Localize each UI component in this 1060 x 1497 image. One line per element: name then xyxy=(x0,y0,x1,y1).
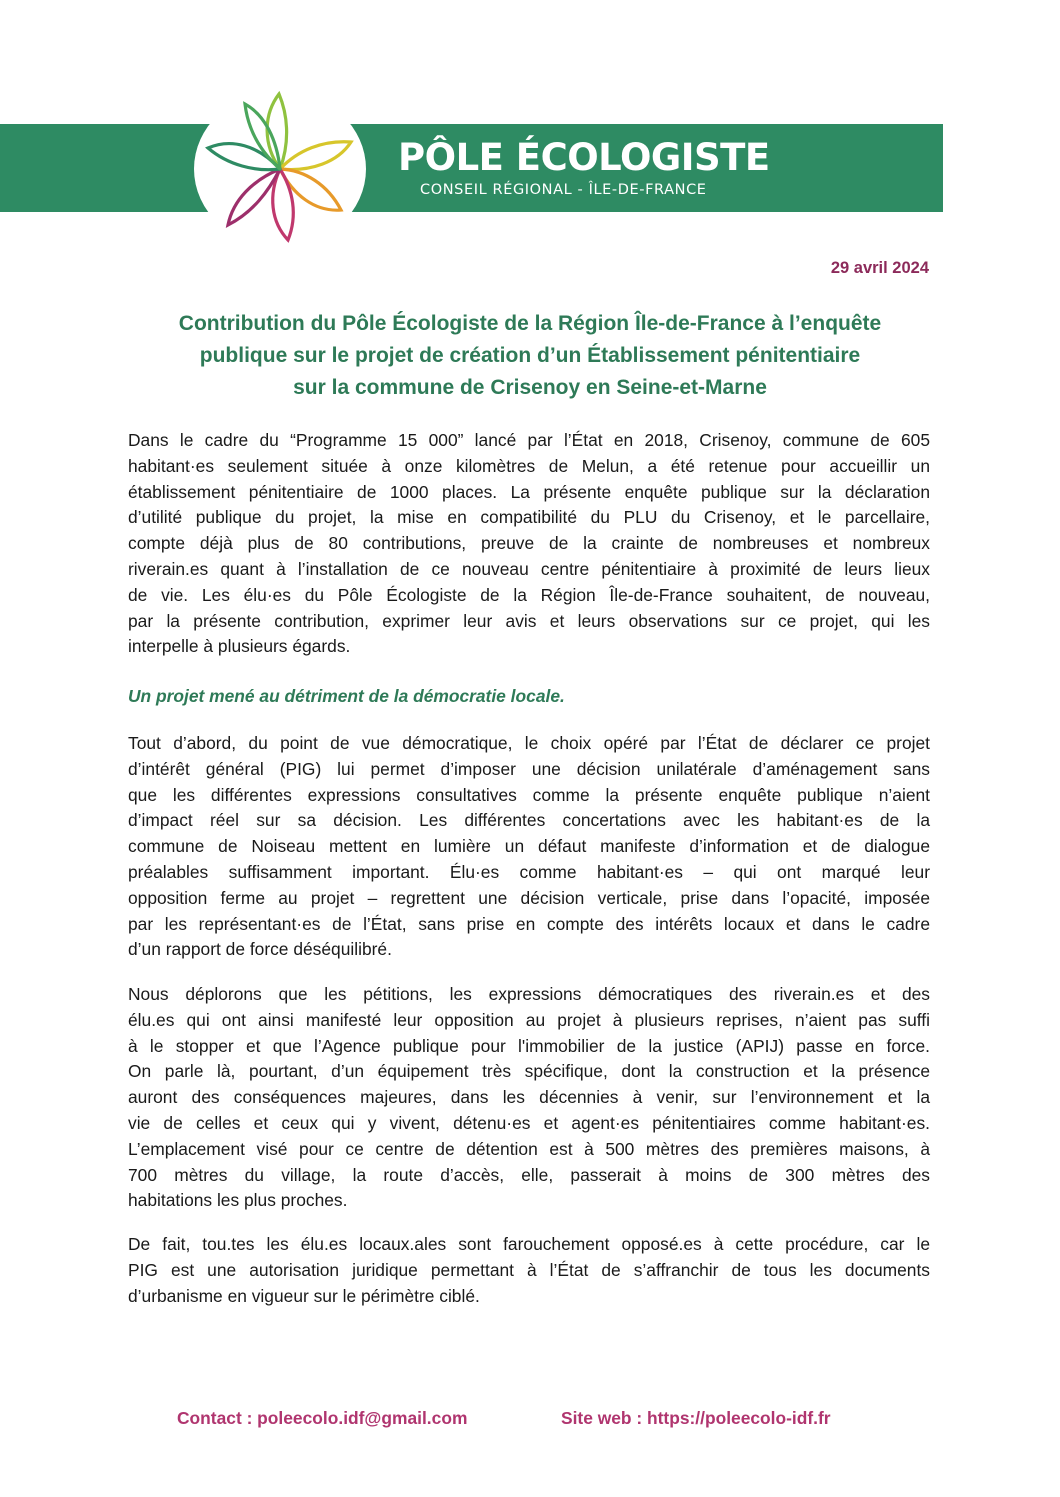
text-line: habitant·es seulement située à onze kilomètres de Melun, a été retenue pour accueillir un xyxy=(128,455,930,476)
text-line: habitations les plus proches. xyxy=(128,1190,348,1211)
paragraph-pig xyxy=(128,1232,930,1309)
document-date: 29 avril 2024 xyxy=(830,259,929,277)
org-name: PÔLE ÉCOLOGISTE xyxy=(398,136,770,179)
text-line: vie de celles et ceux qui y vivent, détenu·es et agent·es pénitentiaires comme habitant·es. xyxy=(128,1112,930,1133)
text-line: Tout d’abord, du point de vue démocratique, le choix opéré par l’État de déclarer ce projet xyxy=(128,733,930,753)
text-line: préalables suffisamment important. Élu·es comme habitant·es – qui ont marqué leur xyxy=(128,861,930,882)
text-line: De fait, tou.tes les élu.es locaux.ales sont farouchement opposé.es à cette procédure, car le xyxy=(128,1234,930,1254)
text-line: d’utilité publique du projet, la mise en compatibilité du PLU du Crisenoy, et le parcellaire, xyxy=(128,507,930,528)
section-heading: Un projet mené au détriment de la démocratie locale. xyxy=(128,686,565,706)
text-line: par les représentant·es de l’État, sans prise en compte des intérêts locaux et dans le cadre xyxy=(128,913,930,934)
text-line: opposition ferme au projet – regrettent une décision verticale, prise dans l’opacité, imposée xyxy=(128,887,930,908)
title-line: Contribution du Pôle Écologiste de la Région Île-de-France à l’enquête xyxy=(178,312,882,335)
text-line: Dans le cadre du “Programme 15 000” lancé par l’État en 2018, Crisenoy, commune de 605 xyxy=(128,430,930,450)
text-line: élu.es qui ont ainsi manifesté leur opposition au projet à plusieurs reprises, n’aient pas suffi xyxy=(128,1009,930,1030)
text-line: PIG est une autorisation juridique permettant à l’État de s’affranchir de tous les documents xyxy=(128,1259,930,1280)
flower-logo-icon xyxy=(193,90,367,248)
title-line: sur la commune de Crisenoy en Seine-et-Marne xyxy=(293,376,767,399)
title-line: publique sur le projet de création d’un Établissement pénitentiaire xyxy=(199,344,861,367)
text-line: de vie. Les élu·es du Pôle Écologiste de la Région Île-de-France souhaitent, de nouveau, xyxy=(128,584,930,605)
text-line: que les différentes expressions consultatives comme la présente enquête publique n’aient xyxy=(128,784,930,805)
intro-paragraph xyxy=(128,428,930,660)
text-line: par la présente contribution, exprimer leur avis et leurs observations sur ce projet, qui les xyxy=(128,610,930,631)
footer-contact-link[interactable]: Contact : poleecolo.idf@gmail.com xyxy=(177,1408,468,1428)
text-line: commune de Noiseau mettent en lumière un défaut manifeste d’information et de dialogue xyxy=(128,836,930,857)
text-line: d’intérêt général (PIG) lui permet d’imposer une décision unilatérale d’aménagement sans xyxy=(128,758,930,779)
text-line: interpelle à plusieurs égards. xyxy=(128,636,351,657)
paragraph-petitions xyxy=(128,982,930,1214)
text-line: L’emplacement visé pour ce centre de détention est à 500 mètres des premières maisons, à xyxy=(128,1138,930,1159)
paragraph-democracy xyxy=(128,731,930,963)
text-line: d’urbanisme en vigueur sur le périmètre ciblé. xyxy=(128,1285,480,1306)
footer-website-link[interactable]: Site web : https://poleecolo-idf.fr xyxy=(561,1408,831,1428)
text-line: auront des conséquences majeures, dans les décennies à venir, sur l’environnement et la xyxy=(128,1087,930,1108)
text-line: à le stopper et que l’Agence publique pour l'immobilier de la justice (APIJ) passe en force. xyxy=(128,1035,930,1056)
text-line: compte déjà plus de 80 contributions, preuve de la crainte de nombreuses et nombreux xyxy=(128,533,930,554)
document-title xyxy=(100,308,960,404)
org-subtitle: CONSEIL RÉGIONAL - ÎLE-DE-FRANCE xyxy=(420,182,707,198)
text-line: d’impact réel sur sa décision. Les différentes concertations avec les habitant·es de la xyxy=(128,810,930,831)
text-line: riverain.es quant à l’installation de ce nouveau centre pénitentiaire à proximité de leurs lieux xyxy=(128,558,930,579)
text-line: d’un rapport de force déséquilibré. xyxy=(128,939,392,960)
text-line: établissement pénitentiaire de 1000 places. La présente enquête publique sur la déclaration xyxy=(128,481,930,502)
text-line: 700 mètres du village, la route d’accès, elle, passerait à moins de 300 mètres des xyxy=(128,1164,930,1185)
text-line: Nous déplorons que les pétitions, les expressions démocratiques des riverain.es et des xyxy=(128,984,930,1004)
text-line: On parle là, pourtant, d’un équipement très spécifique, dont la construction et la présence xyxy=(128,1061,930,1082)
